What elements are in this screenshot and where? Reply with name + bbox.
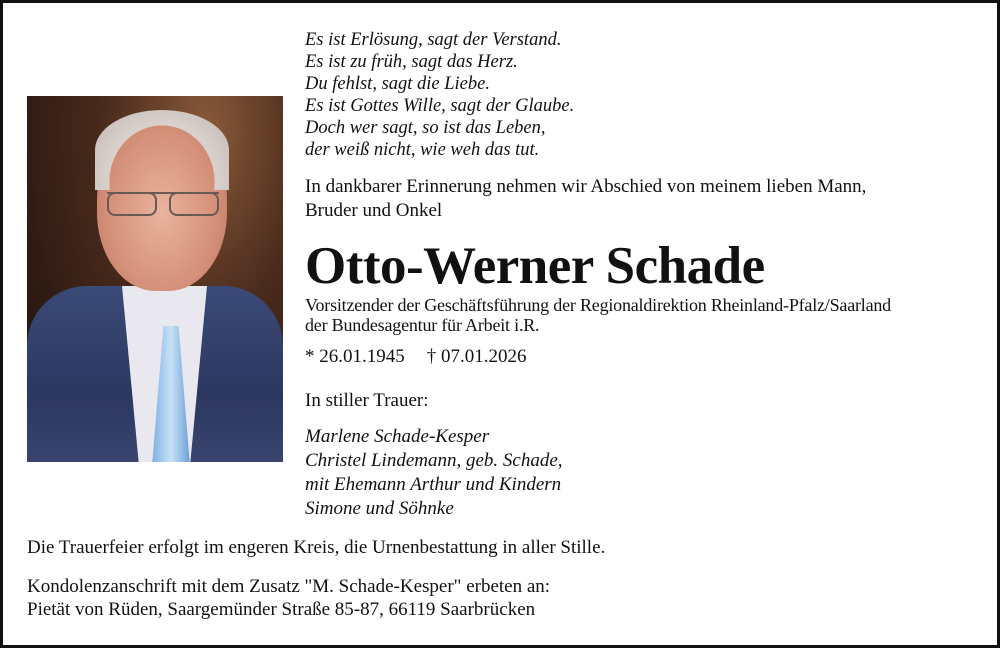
condolence-line: Kondolenzanschrift mit dem Zusatz "M. Schade-Kesper" erbeten an: <box>27 576 551 597</box>
deceased-name: Otto-Werner Schade <box>305 237 765 295</box>
poem-line: Es ist Gottes Wille, sagt der Glaube. <box>305 96 575 116</box>
poem <box>305 29 574 161</box>
intro-text <box>305 175 866 223</box>
title-line: der Bundesagentur für Arbeit i.R. <box>305 315 540 335</box>
poem-line: der weiß nicht, wie weh das tut. <box>305 140 540 160</box>
mourners-list <box>305 425 563 521</box>
intro-line: Bruder und Onkel <box>305 200 443 221</box>
mourner: Marlene Schade-Kesper <box>305 426 490 447</box>
photo-glasses <box>107 192 219 216</box>
condolence-line: Pietät von Rüden, Saargemünder Straße 85-87, 66119 Saarbrücken <box>27 599 536 620</box>
intro-line: In dankbarer Erinnerung nehmen wir Abschied von meinem lieben Mann, <box>305 176 867 197</box>
death-date: † 07.01.2026 <box>426 346 527 367</box>
photo-hair <box>95 110 229 190</box>
portrait-photo <box>27 96 283 462</box>
birth-date: * 26.01.1945 <box>305 346 405 367</box>
poem-line: Doch wer sagt, so ist das Leben, <box>305 118 546 138</box>
condolence-address <box>27 575 550 621</box>
life-dates <box>305 346 549 368</box>
mourning-label: In stiller Trauer: <box>305 390 429 411</box>
mourner: mit Ehemann Arthur und Kindern <box>305 474 562 495</box>
deceased-title <box>305 295 891 335</box>
ceremony-info: Die Trauerfeier erfolgt im engeren Kreis, die Urnenbestattung in aller Stille. <box>27 537 606 558</box>
poem-line: Es ist Erlösung, sagt der Verstand. <box>305 30 562 50</box>
mourner: Simone und Söhnke <box>305 498 454 519</box>
poem-line: Du fehlst, sagt die Liebe. <box>305 74 490 94</box>
mourner: Christel Lindemann, geb. Schade, <box>305 450 563 471</box>
title-line: Vorsitzender der Geschäftsführung der Regionaldirektion Rheinland-Pfalz/Saarland <box>305 295 891 315</box>
poem-line: Es ist zu früh, sagt das Herz. <box>305 52 518 72</box>
